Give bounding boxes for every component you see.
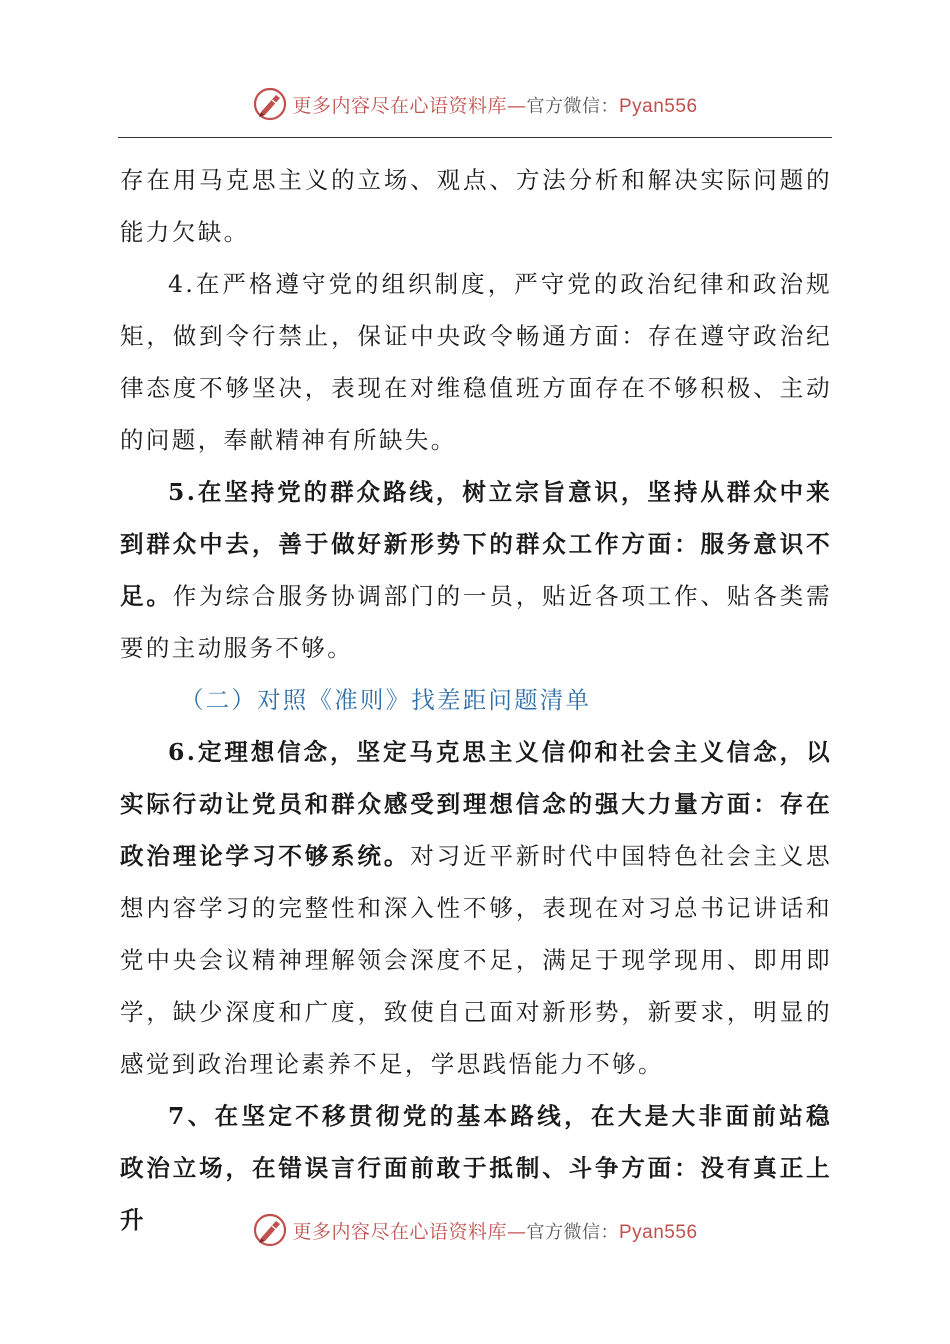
footer-site-name: 更多内容尽在心语资料库 [292,1220,507,1243]
paragraph-item-7: 7、在坚定不移贯彻党的基本路线，在大是大非面前站稳政治立场，在错误言行面前敢于抵制、斗争方面：没有真正上升 [120,1102,832,1234]
paragraph-item-5 [120,466,832,674]
footer-dash: — [507,1220,527,1243]
footer-banner [0,1210,950,1250]
item-6-text: 对习近平新时代中国特色社会主义思想内容学习的完整性和深入性不够，表现在对习总书记讲话和党中央会议精神理解领会深度不足，满足于现学现用、即用即学，缺少深度和广度，致使自己面对新形势，新要求，明显的感觉到政治理论素养不足，学思践悟能力不够。 [120,842,833,1078]
header-banner [0,84,950,124]
pen-logo-icon [252,1212,288,1248]
paragraph-continued: 存在用马克思主义的立场、观点、方法分析和解决实际问题的能力欠缺。 [120,166,832,246]
item-5-text: 作为综合服务协调部门的一员，贴近各项工作、贴各类需要的主动服务不够。 [120,582,832,662]
header-divider [118,137,832,138]
paragraph-item-4: 4.在严格遵守党的组织制度，严守党的政治纪律和政治规矩，做到令行禁止，保证中央政令畅通方面：存在遵守政治纪律态度不够坚决，表现在对维稳值班方面存在不够积极、主动的问题，奉献精神有所缺失。 [120,270,832,454]
banner-wechat-id: Pyan556 [619,95,698,117]
banner-text [292,91,697,118]
paragraph-item-6 [120,726,832,1090]
footer-banner-text [292,1217,697,1244]
banner-wechat-label: 官方微信： [526,95,619,117]
footer-wechat-id: Pyan556 [619,1221,698,1243]
banner-site-name: 更多内容尽在心语资料库 [292,94,507,117]
section-subheading: （二）对照《准则》找差距问题清单 [180,686,592,714]
pen-logo-icon [252,86,288,122]
footer-wechat-label: 官方微信： [526,1221,619,1243]
document-body [120,154,832,1246]
item-6-heading: 6.定理想信念，坚定马克思主义信仰和社会主义信念，以实际行动让党员和群众感受到理想信念的强大力量方面：存在政治理论学习不够系统。 [120,738,832,870]
banner-dash: — [507,94,527,117]
item-5-heading: 5.在坚持党的群众路线，树立宗旨意识，坚持从群众中来到群众中去，善于做好新形势下的群众工作方面：服务意识不足。 [120,478,832,610]
